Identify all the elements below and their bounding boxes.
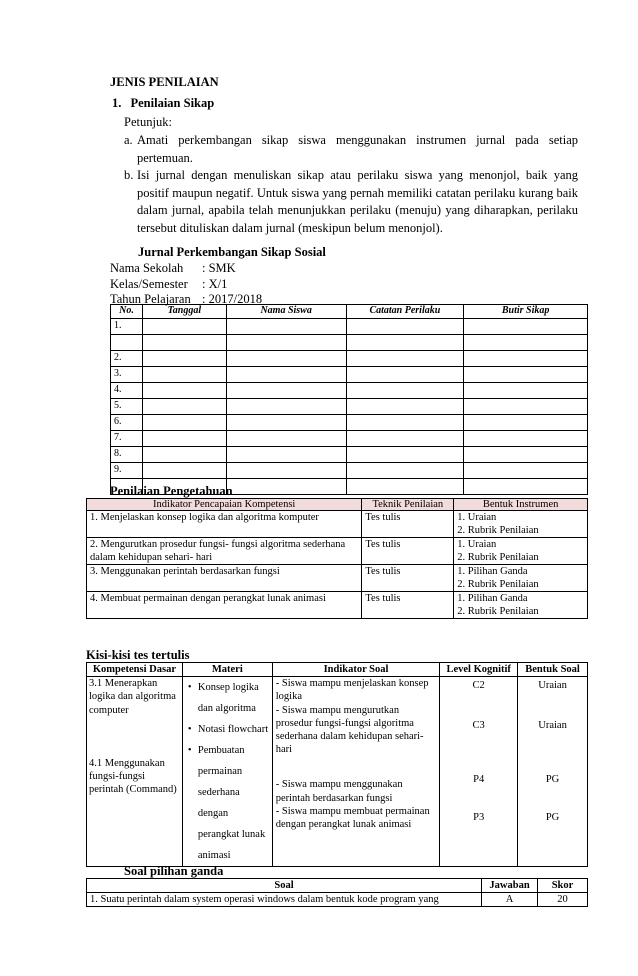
header-indikator: Indikator Pencapaian Kompetensi: [87, 499, 362, 511]
kisi-title: Kisi-kisi tes tertulis: [86, 648, 190, 662]
petunjuk-item-b: b. Isi jurnal dengan menuliskan sikap atau perilaku siswa yang menonjol, baik yang positif maupun negatif. Untuk siswa yang pernah memiliki catatan perilaku kurang baik dalam jurnal, apabila telah menunjukkan perilaku (menuju) yang diharapkan, perilaku tersebut dituliskan dalam jurnal (meskipun belum menonjol).: [124, 168, 578, 235]
table-row: 6.: [111, 415, 588, 431]
jurnal-header-row: [111, 305, 588, 319]
level-item: C2: [472, 680, 485, 692]
header-nama-siswa: Nama Siswa: [226, 305, 346, 319]
header-bentuk-soal: Bentuk Soal: [518, 663, 588, 677]
kisi-header-row: [87, 663, 588, 677]
kd-1: 3.1 Menerapkan logika dan algoritma computer: [89, 678, 176, 716]
header-skor: Skor: [538, 879, 588, 893]
info-sekolah: Nama Sekolah : SMK: [110, 261, 236, 275]
table-row: [111, 335, 588, 351]
indikator-item: - Siswa mampu mengurutkan prosedur fungsi-fungsi algoritma sederhana dalam kehidupan sehari-hari: [275, 704, 424, 756]
level-item: C3: [472, 720, 485, 732]
pilgan-table: [86, 878, 588, 907]
materi-item: • Notasi flowchart: [198, 719, 269, 740]
info-kelas: Kelas/Semester : X/1: [110, 276, 228, 291]
table-row: 3.: [111, 367, 588, 383]
header-teknik: Teknik Penilaian: [362, 499, 454, 511]
header-catatan: Catatan Perilaku: [346, 305, 464, 319]
indikator-item: - Siswa mampu menggunakan perintah berdasarkan fungsi: [275, 779, 403, 804]
table-row: 8.: [111, 447, 588, 463]
petunjuk-label: Petunjuk:: [124, 115, 172, 129]
petunjuk-list: [124, 132, 578, 237]
sikap-title: Penilaian Sikap: [130, 96, 215, 110]
materi-item: • Konsep logika dan algoritma: [198, 677, 269, 719]
table-row: 2.: [111, 351, 588, 367]
jurnal-info: [110, 261, 262, 308]
indikator-item: - Siswa mampu menjelaskan konsep logika: [275, 678, 429, 703]
header-butir-sikap: Butir Sikap: [464, 305, 588, 319]
pilgan-title: Soal pilihan ganda: [124, 864, 224, 878]
petunjuk-item-a: a. Amati perkembangan sikap siswa menggunakan instrumen jurnal pada setiap pertemuan.: [124, 133, 578, 165]
table-row: 3. Menggunakan perintah berdasarkan fungsi Tes tulis 1. Pilihan Ganda 2. Rubrik Penilaian: [87, 565, 588, 592]
pilgan-header-row: [87, 879, 588, 893]
kisi-table: [86, 662, 588, 867]
sikap-number: 1.: [112, 96, 122, 110]
table-row: 1. Suatu perintah dalam system operasi windows dalam bentuk kode program yang A 20: [87, 893, 588, 907]
materi-item: • Pembuatan permainan sederhana dengan perangkat lunak animasi: [198, 740, 269, 866]
bentuk-item: PG: [545, 812, 560, 824]
table-row: 2. Mengurutkan prosedur fungsi- fungsi algoritma sederhana dalam kehidupan sehari- hari Tes tulis 1. Uraian 2. Rubrik Penilaian: [87, 538, 588, 565]
jurnal-title: Jurnal Perkembangan Sikap Sosial: [138, 245, 326, 259]
table-row: 7.: [111, 431, 588, 447]
table-row: 1. Menjelaskan konsep logika dan algoritma komputer Tes tulis 1. Uraian 2. Rubrik Penilaian: [87, 511, 588, 538]
header-materi: Materi: [182, 663, 272, 677]
table-row: [87, 677, 588, 867]
header-soal: Soal: [87, 879, 482, 893]
pengetahuan-title: Penilaian Pengetahuan: [110, 484, 233, 498]
table-row: 1.: [111, 319, 588, 335]
bentuk-item: Uraian: [538, 680, 567, 692]
sikap-heading: [112, 96, 214, 111]
bentuk-item: Uraian: [538, 720, 567, 732]
info-tahun: Tahun Pelajaran : 2017/2018: [110, 292, 263, 306]
level-item: P4: [473, 774, 485, 786]
pengetahuan-table: [86, 498, 588, 619]
kd-2: 4.1 Menggunakan fungsi-fungsi perintah (Command): [89, 757, 177, 796]
bentuk-item: PG: [545, 774, 560, 786]
indikator-item: - Siswa mampu membuat permainan dengan perangkat lunak animasi: [275, 805, 430, 831]
jurnal-table: [110, 304, 588, 495]
materi-list: [186, 677, 269, 866]
header-level: Level Kognitif: [440, 663, 518, 677]
header-kompetensi: Kompetensi Dasar: [87, 663, 183, 677]
header-bentuk: Bentuk Instrumen: [454, 499, 588, 511]
header-jawaban: Jawaban: [482, 879, 538, 893]
table-row: 4. Membuat permainan dengan perangkat lunak animasi Tes tulis 1. Pilihan Ganda 2. Rubrik Penilaian: [87, 592, 588, 619]
section-heading: JENIS PENILAIAN: [110, 75, 219, 89]
header-indikator-soal: Indikator Soal: [272, 663, 440, 677]
level-item: P3: [473, 812, 485, 824]
pengetahuan-header-row: [87, 499, 588, 511]
header-no: No.: [111, 305, 143, 319]
table-row: 5.: [111, 399, 588, 415]
header-tanggal: Tanggal: [142, 305, 226, 319]
table-row: 4.: [111, 383, 588, 399]
table-row: 9.: [111, 463, 588, 479]
